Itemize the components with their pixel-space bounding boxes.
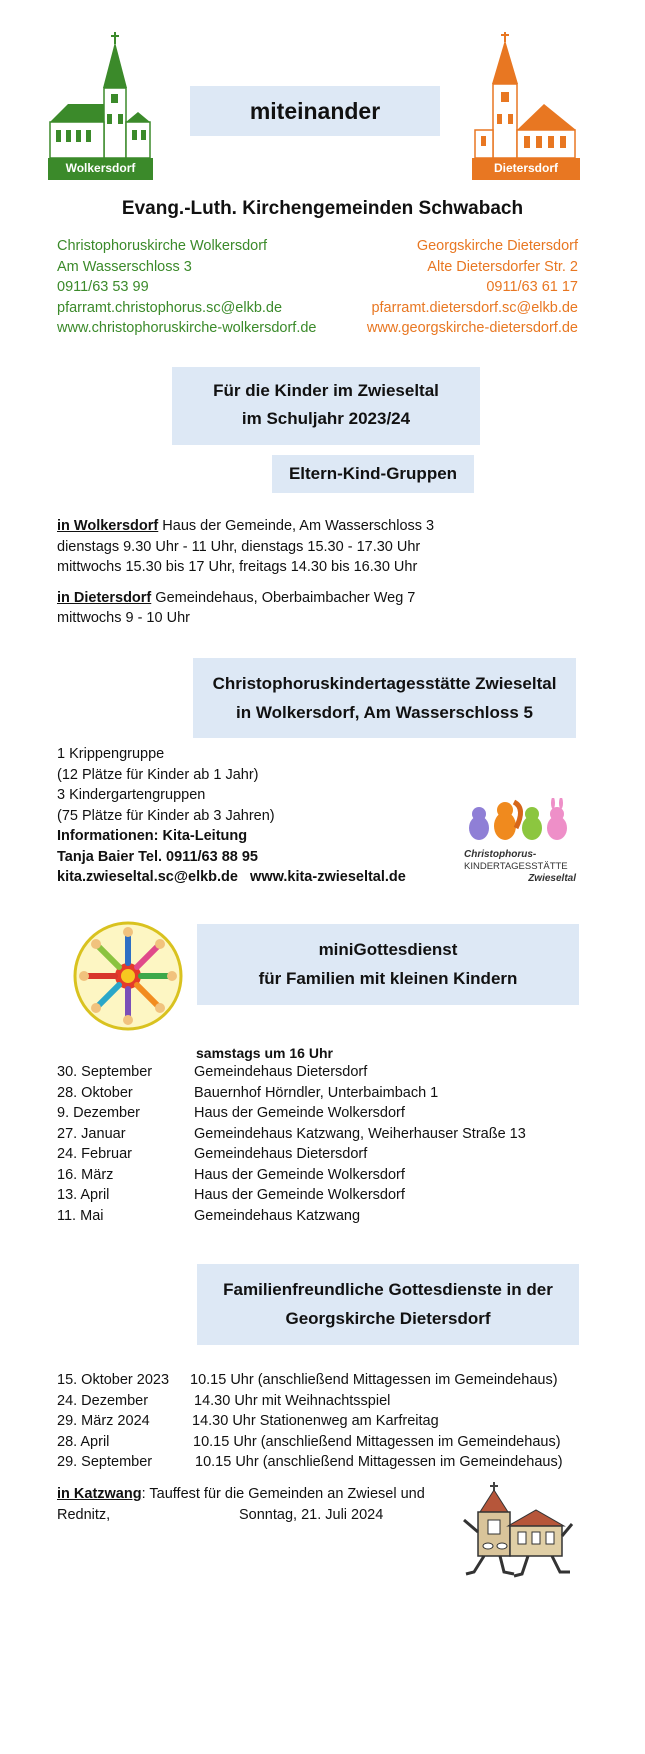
contact-wolkersdorf-web[interactable]: www.christophoruskirche-wolkersdorf.de (57, 320, 317, 336)
wolkersdorf-place: Haus der Gemeinde, Am Wasserschloss 3 (158, 518, 435, 534)
contact-dietersdorf-web[interactable]: www.georgskirche-dietersdorf.de (366, 320, 578, 336)
list-item: 15. Oktober 2023 10.15 Uhr (anschließend Mittagessen im Gemeindehaus) (57, 1372, 558, 1388)
dietersdorf-times: mittwochs 9 - 10 Uhr (57, 610, 190, 626)
list-item: 29. März 2024 14.30 Uhr Stationenweg am Karfreitag (57, 1413, 439, 1429)
katzwang-text-2a: Rednitz, (57, 1506, 111, 1523)
kita-logo-line3: Zwieseltal (528, 873, 576, 884)
parent-child-heading: Eltern-Kind-Gruppen (288, 464, 458, 483)
kita-info: Informationen: Kita-Leitung (57, 828, 248, 844)
parent-child-heading-box (272, 455, 474, 493)
contact-wolkersdorf (57, 236, 317, 339)
mini-box (197, 924, 579, 1005)
list-item: 24. Februar Gemeindehaus Dietersdorf (57, 1146, 368, 1162)
church-dietersdorf-logo (472, 30, 580, 180)
family-dates-list (57, 1370, 563, 1473)
mini-box-line2: für Familien mit kleinen Kindern (258, 969, 518, 988)
contact-dietersdorf-street: Alte Dietersdorfer Str. 2 (427, 258, 578, 275)
list-item: 11. Mai Gemeindehaus Katzwang (57, 1207, 361, 1224)
kita-details (57, 744, 406, 888)
parent-child-section (57, 516, 434, 629)
church-dietersdorf-caption: Dietersdorf (493, 161, 558, 175)
family-box-line1: Familienfreundliche Gottesdienste in der (223, 1280, 553, 1299)
list-item: 28. Oktober Bauernhof Hörndler, Unterbaimbach 1 (57, 1084, 439, 1101)
wolkersdorf-times-2: mittwochs 15.30 bis 17 Uhr, freitags 14.30 bis 16.30 Uhr (57, 559, 418, 575)
list-item: 27. Januar Gemeindehaus Katzwang, Weiherhauser Straße 13 (57, 1125, 526, 1142)
kita-groups-2-detail: (75 Plätze für Kinder ab 3 Jahren) (57, 807, 275, 824)
kita-box (193, 658, 576, 738)
wolkersdorf-label: in Wolkersdorf (57, 518, 159, 534)
contact-wolkersdorf-name: Christophoruskirche Wolkersdorf (57, 238, 268, 254)
kita-groups-1: 1 Krippengruppe (57, 746, 165, 762)
contact-dietersdorf (367, 236, 578, 339)
header-title-box (190, 86, 440, 136)
katzwang-text-1: : Tauffest für die Gemeinden an Zwiesel und (141, 1486, 425, 1502)
mini-dates-list (57, 1062, 526, 1226)
family-box (197, 1264, 579, 1345)
katzwang-label: in Katzwang (57, 1486, 142, 1502)
header-title: miteinander (249, 98, 381, 124)
list-item: 30. September Gemeindehaus Dietersdorf (57, 1064, 368, 1080)
katzwang-section (57, 1484, 425, 1525)
contact-wolkersdorf-phone: 0911/63 53 99 (57, 279, 149, 295)
list-item: 24. Dezember 14.30 Uhr mit Weihnachtsspiel (57, 1392, 391, 1409)
list-item: 16. März Haus der Gemeinde Wolkersdorf (57, 1166, 405, 1183)
mini-box-line1: miniGottesdienst (318, 940, 458, 959)
kita-logo-line2: KINDERTAGESSTÄTTE (464, 861, 568, 872)
mini-time-header: samstags um 16 Uhr (196, 1045, 333, 1061)
katzwang-text-2b: Sonntag, 21. Juli 2024 (239, 1506, 384, 1523)
contact-dietersdorf-name: Georgskirche Dietersdorf (416, 238, 578, 254)
kita-contact: Tanja Baier Tel. 0911/63 88 95 (57, 848, 258, 865)
kita-groups-2: 3 Kindergartengruppen (57, 787, 206, 803)
kita-animals-icon (464, 798, 580, 844)
family-box-line2: Georgskirche Dietersdorf (285, 1309, 491, 1328)
list-item: 29. September 10.15 Uhr (anschließend Mittagessen im Gemeindehaus) (57, 1454, 563, 1470)
church-wolkersdorf-caption: Wolkersdorf (65, 161, 136, 175)
subtitle: Evang.-Luth. Kirchengemeinden Schwabach (121, 198, 524, 219)
kids-box-line2: im Schuljahr 2023/24 (241, 409, 411, 428)
contact-dietersdorf-phone: 0911/63 61 17 (486, 279, 578, 295)
dietersdorf-place: Gemeindehaus, Oberbaimbacher Weg 7 (151, 589, 416, 606)
walking-church-illustration (458, 1480, 574, 1580)
kids-box (172, 367, 480, 445)
list-item: 28. April 10.15 Uhr (anschließend Mittagessen im Gemeindehaus) (57, 1433, 561, 1450)
church-wolkersdorf-logo (48, 30, 153, 180)
list-item: 9. Dezember Haus der Gemeinde Wolkersdorf (57, 1105, 405, 1121)
kita-logo (464, 798, 580, 888)
kita-box-line1: Christophoruskindertagesstätte Zwieseltal (212, 674, 557, 693)
dietersdorf-label: in Dietersdorf (57, 589, 152, 606)
kita-groups-1-detail: (12 Plätze für Kinder ab 1 Jahr) (57, 766, 259, 783)
contact-wolkersdorf-street: Am Wasserschloss 3 (57, 258, 192, 275)
kita-box-line2: in Wolkersdorf, Am Wasserschloss 5 (236, 703, 533, 722)
kita-logo-line1: Christophorus- (464, 849, 537, 860)
kita-email-web[interactable]: kita.zwieseltal.sc@elkb.de www.kita-zwieseltal.de (57, 869, 406, 885)
list-item: 13. April Haus der Gemeinde Wolkersdorf (57, 1187, 405, 1203)
contact-dietersdorf-email[interactable]: pfarramt.dietersdorf.sc@elkb.de (371, 299, 578, 316)
kids-box-line1: Für die Kinder im Zwieseltal (213, 381, 439, 400)
contact-wolkersdorf-email[interactable]: pfarramt.christophorus.sc@elkb.de (57, 299, 283, 316)
wolkersdorf-times-1: dienstags 9.30 Uhr - 11 Uhr, dienstags 15.30 - 17.30 Uhr (57, 538, 421, 555)
mini-logo (72, 920, 184, 1032)
